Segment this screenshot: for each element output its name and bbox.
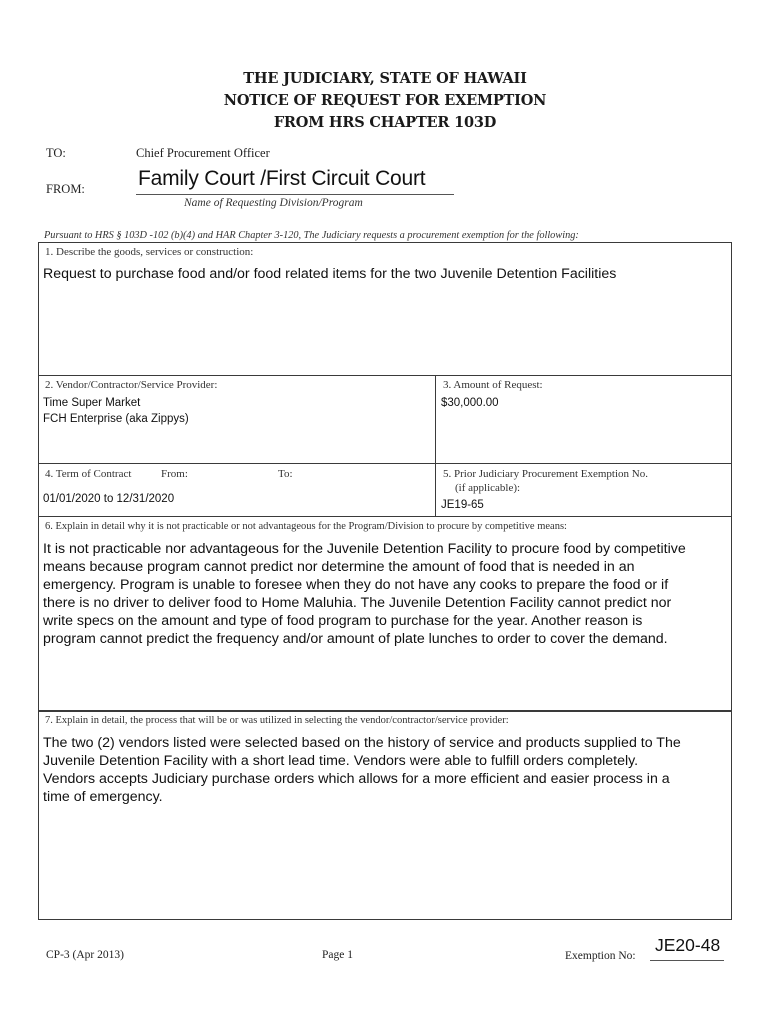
exemption-no-label: Exemption No: — [565, 950, 636, 962]
section-6-line: write specs on the amount and type of food program to purchase for the year. Another reason is — [43, 613, 643, 629]
section-5-label: 5. Prior Judiciary Procurement Exemption No. — [443, 468, 648, 480]
section-2-label: 2. Vendor/Contractor/Service Provider: — [45, 379, 218, 391]
section-6-line: emergency. Program is unable to foresee when they do not have any cooks to prepare the food or if — [43, 577, 669, 593]
section-5-box — [435, 463, 732, 517]
section-7-line: Vendors accepts Judiciary purchase orders which allows for a more efficient and easier process in a — [43, 771, 670, 787]
exemption-no-underline — [650, 960, 724, 961]
section-6-line: means because program cannot predict nor determine the amount of food that is needed in an — [43, 559, 635, 575]
header-line-2: NOTICE OF REQUEST FOR EXEMPTION — [223, 92, 547, 109]
section-6-line: It is not practicable nor advantageous for the Juvenile Detention Facility to procure food by competitive — [43, 541, 686, 557]
page-number: Page 1 — [322, 949, 353, 961]
section-7-line: time of emergency. — [43, 789, 163, 805]
term-from-label: From: — [161, 468, 188, 480]
to-label: TO: — [46, 146, 66, 160]
amount-of-request[interactable]: $30,000.00 — [441, 397, 499, 409]
section-3-box — [435, 375, 732, 464]
section-1-box — [38, 242, 732, 376]
term-of-contract[interactable]: 01/01/2020 to 12/31/2020 — [43, 493, 175, 505]
from-caption: Name of Requesting Division/Program — [184, 197, 363, 209]
section-5-label-2: (if applicable): — [455, 482, 521, 494]
vendor-1[interactable]: Time Super Market — [43, 397, 141, 409]
exemption-no-value[interactable]: JE20-48 — [655, 935, 721, 955]
to-value: Chief Procurement Officer — [136, 146, 270, 160]
header-line-1: THE JUDICIARY, STATE OF HAWAII — [243, 70, 527, 87]
section-7-text[interactable] — [43, 734, 681, 806]
section-6-label: 6. Explain in detail why it is not practicable or not advantageous for the Program/Division to procure by competitive means: — [45, 521, 567, 532]
section-1-label: 1. Describe the goods, services or construction: — [45, 246, 254, 258]
term-to-label: To: — [278, 468, 293, 480]
section-4-label: 4. Term of Contract — [45, 468, 132, 480]
prior-exemption-number[interactable]: JE19-65 — [441, 499, 484, 511]
section-7-box — [38, 711, 732, 920]
section-7-label: 7. Explain in detail, the process that will be or was utilized in selecting the vendor/contractor/service provider: — [45, 715, 509, 726]
section-6-box — [38, 516, 732, 711]
section-1-value[interactable]: Request to purchase food and/or food related items for the two Juvenile Detention Facilities — [43, 266, 617, 282]
section-7-line: The two (2) vendors listed were selected based on the history of service and products supplied to The — [43, 735, 681, 751]
from-label: FROM: — [46, 182, 85, 196]
pursuant-statement: Pursuant to HRS § 103D -102 (b)(4) and HAR Chapter 3-120, The Judiciary requests a procurement exemption for the following: — [44, 230, 579, 241]
header-line-3: FROM HRS CHAPTER 103D — [273, 114, 497, 131]
from-underline — [136, 194, 454, 195]
from-value[interactable]: Family Court /First Circuit Court — [138, 167, 426, 190]
section-6-line: there is no driver to deliver food to Home Maluhia. The Juvenile Detention Facility cannot predict nor — [43, 595, 672, 611]
form-id: CP-3 (Apr 2013) — [46, 949, 124, 961]
section-6-line: program cannot predict the frequency and/or amount of plate lunches to order to cover the demand. — [43, 631, 668, 647]
vendor-2[interactable]: FCH Enterprise (aka Zippys) — [43, 413, 189, 425]
section-4-box — [38, 463, 436, 517]
section-3-label: 3. Amount of Request: — [443, 379, 543, 391]
section-2-box — [38, 375, 436, 464]
section-6-text[interactable] — [43, 540, 686, 648]
section-7-line: Juvenile Detention Facility with a short lead time. Vendors were able to fulfill orders completely. — [43, 753, 639, 769]
